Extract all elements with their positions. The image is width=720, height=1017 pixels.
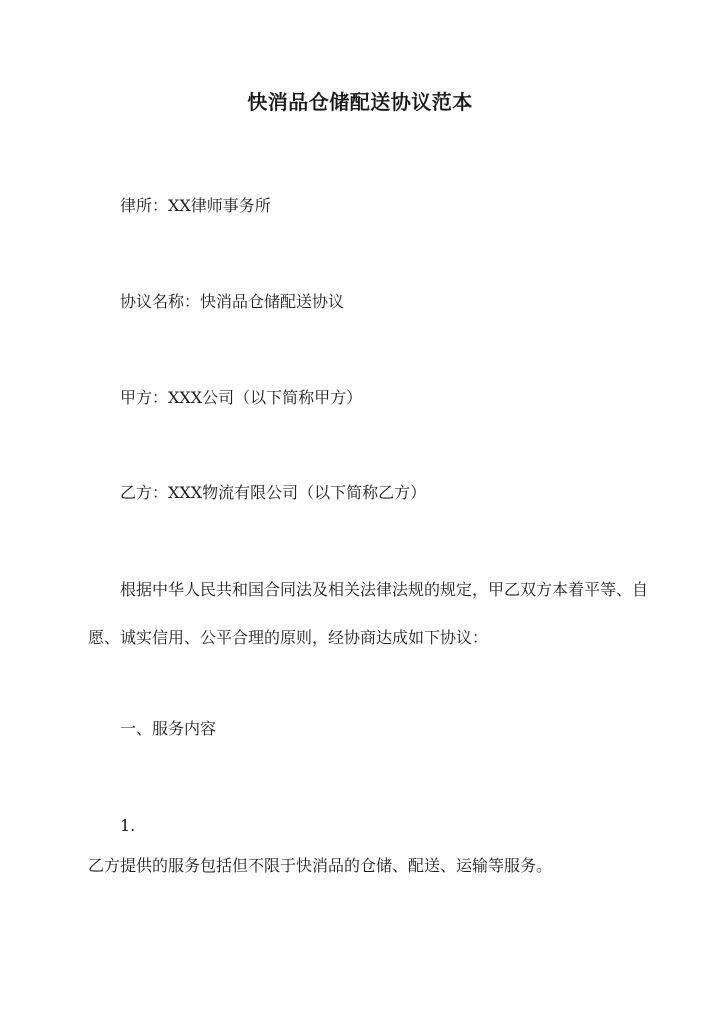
- item-1-text: 乙方提供的服务包括但不限于快消品的仓储、配送、运输等服务。: [88, 856, 553, 875]
- section-1-heading: 一、服务内容: [120, 719, 217, 738]
- item-1-number: 1.: [120, 816, 136, 835]
- agreement-name-line: 协议名称：快消品仓储配送协议: [120, 292, 345, 311]
- law-firm-line: 律所：XX律师事务所: [120, 196, 271, 215]
- document-title: 快消品仓储配送协议范本: [247, 90, 473, 114]
- party-b-line: 乙方：XXX物流有限公司（以下简称乙方）: [120, 483, 427, 502]
- party-a-line: 甲方：XXX公司（以下简称甲方）: [120, 388, 363, 407]
- preamble-paragraph: 根据中华人民共和国合同法及相关法律法规的规定，甲乙双方本着平等、自愿、诚实信用、公平合理的原则，经协商达成如下协议：: [88, 580, 649, 647]
